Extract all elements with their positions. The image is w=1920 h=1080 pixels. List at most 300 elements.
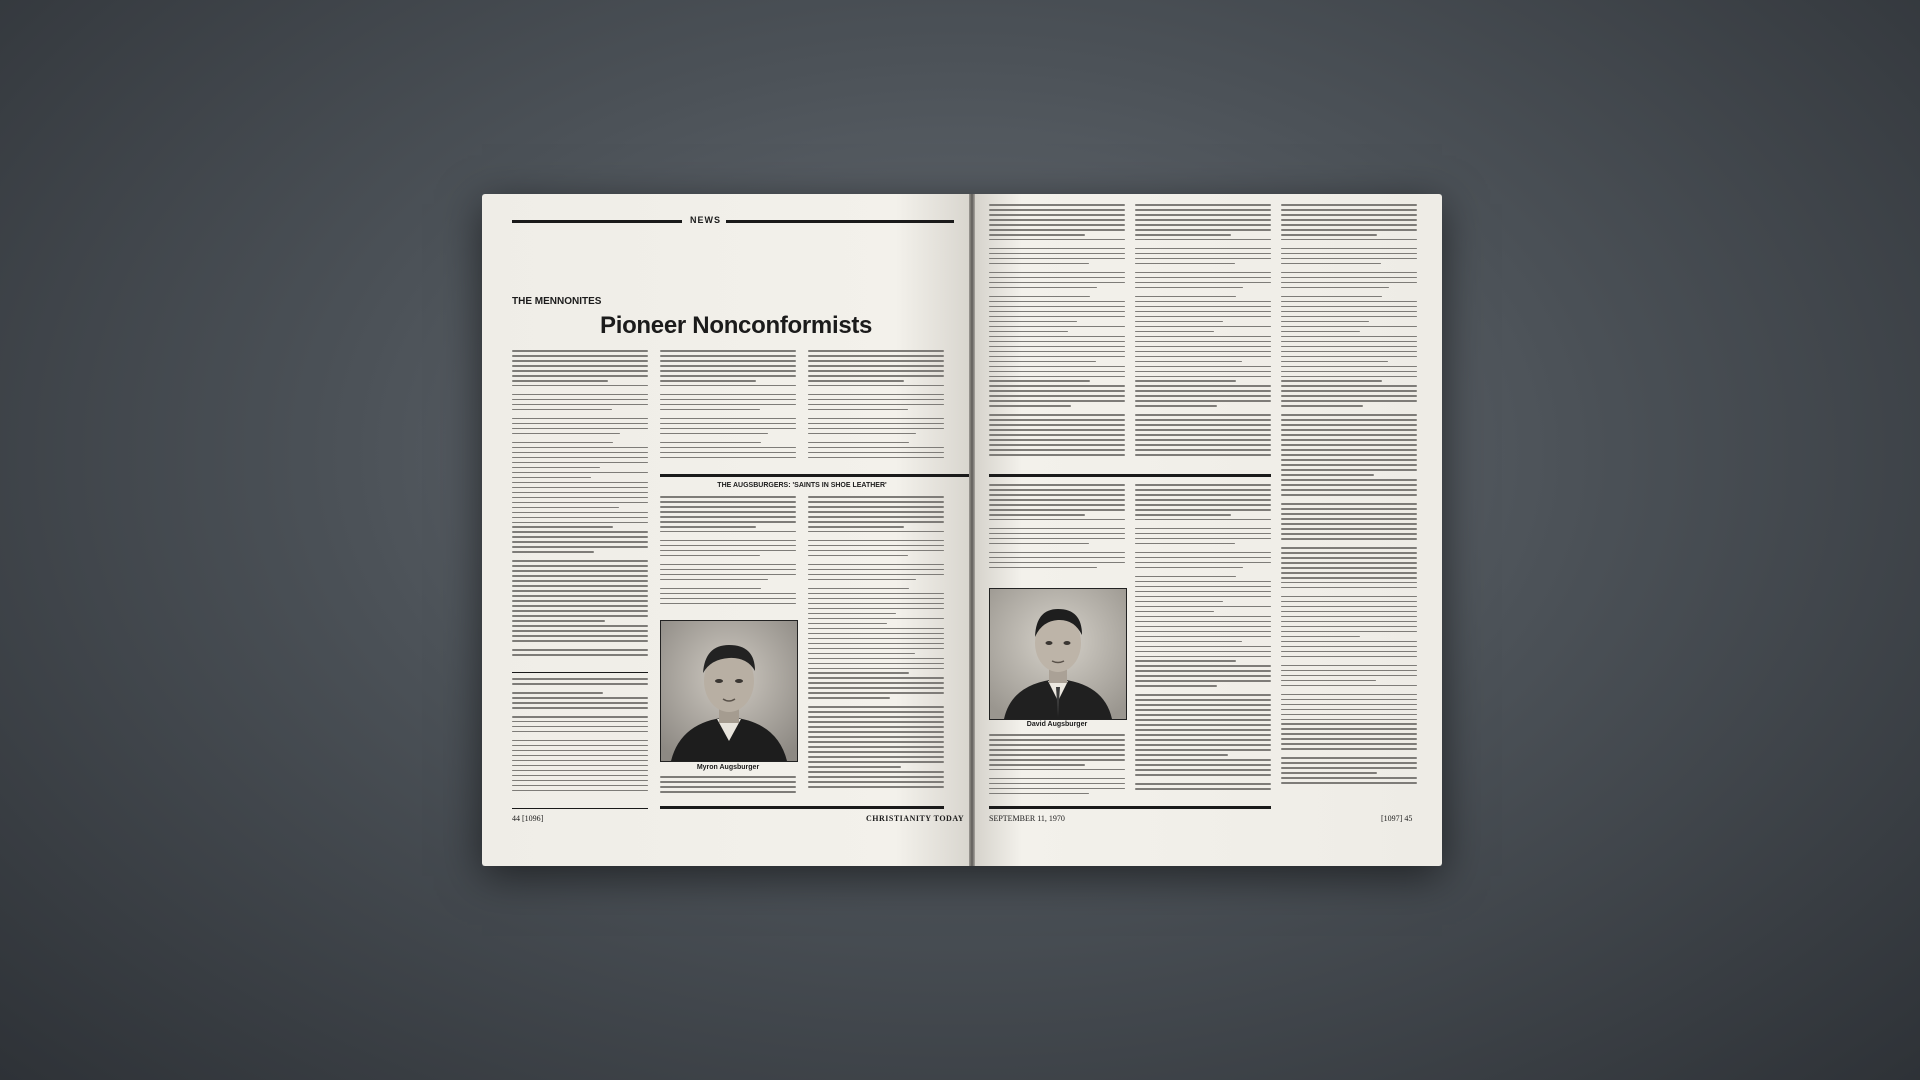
text-line <box>808 697 890 699</box>
david-photo <box>989 588 1127 720</box>
text-line <box>512 551 594 553</box>
text-line <box>808 653 915 655</box>
text-line <box>808 731 944 733</box>
text-line <box>989 557 1125 559</box>
text-line <box>1281 651 1417 653</box>
body-column-2 <box>660 350 796 465</box>
text-line <box>989 239 1125 241</box>
text-line <box>989 424 1125 426</box>
text-line <box>989 390 1125 392</box>
footer-rule-left <box>512 808 648 809</box>
text-line <box>989 499 1125 501</box>
text-line <box>1135 543 1235 545</box>
sidebar-column-1-continued <box>660 776 796 798</box>
text-line <box>512 457 648 459</box>
text-line <box>989 769 1125 771</box>
text-line <box>989 272 1125 274</box>
text-line <box>1281 385 1417 387</box>
text-line <box>808 447 944 449</box>
text-line <box>1135 764 1271 766</box>
text-line <box>512 507 619 509</box>
text-line <box>512 418 648 420</box>
right-folio: [1097] 45 <box>1381 814 1413 823</box>
text-line <box>808 716 944 718</box>
text-line <box>1135 287 1243 289</box>
text-line <box>1281 272 1417 274</box>
text-line <box>512 595 648 597</box>
text-line <box>989 376 1125 378</box>
text-line <box>660 506 796 508</box>
text-line <box>1135 680 1271 682</box>
text-line <box>1281 229 1417 231</box>
text-line <box>1135 528 1271 530</box>
text-line <box>989 258 1125 260</box>
text-line <box>660 360 796 362</box>
text-line <box>808 380 904 382</box>
text-line <box>512 707 648 709</box>
text-line <box>512 477 591 479</box>
text-line <box>1135 361 1242 363</box>
text-line <box>989 346 1125 348</box>
text-line <box>808 521 944 523</box>
text-line <box>1281 494 1417 496</box>
text-line <box>512 600 648 602</box>
text-line <box>1281 376 1417 378</box>
text-line <box>512 775 648 777</box>
text-line <box>808 623 887 625</box>
text-line <box>660 457 796 459</box>
text-line <box>1135 209 1271 211</box>
text-line <box>1281 489 1417 491</box>
text-line <box>808 355 944 357</box>
text-line <box>1281 665 1417 667</box>
text-line <box>1135 519 1271 521</box>
section-rule-right <box>726 220 954 223</box>
text-line <box>808 418 944 420</box>
text-line <box>989 351 1125 353</box>
text-line <box>512 790 648 792</box>
text-line <box>989 341 1125 343</box>
text-line <box>660 375 796 377</box>
text-line <box>660 511 796 513</box>
text-line <box>1281 346 1417 348</box>
text-line <box>989 552 1125 554</box>
left-folio: 44 [1096] <box>512 814 544 823</box>
text-line <box>512 442 613 444</box>
text-line <box>1281 572 1417 574</box>
text-line <box>512 683 648 685</box>
text-line <box>1281 680 1376 682</box>
date-line: SEPTEMBER 11, 1970 <box>989 814 1065 823</box>
text-line <box>1135 734 1271 736</box>
text-line <box>1135 694 1271 696</box>
text-line <box>1281 224 1417 226</box>
text-line <box>808 550 944 552</box>
text-line <box>512 654 648 656</box>
text-line <box>808 423 944 425</box>
text-line <box>512 560 648 562</box>
text-line <box>1281 714 1417 716</box>
text-line <box>808 648 944 650</box>
text-line <box>512 546 648 548</box>
text-line <box>512 640 648 642</box>
text-line <box>989 331 1068 333</box>
text-line <box>989 484 1125 486</box>
text-line <box>512 760 648 762</box>
text-line <box>808 726 944 728</box>
text-line <box>808 370 944 372</box>
text-line <box>1135 675 1271 677</box>
text-line <box>808 452 944 454</box>
text-line <box>512 399 648 401</box>
text-line <box>1281 547 1417 549</box>
text-line <box>1135 611 1214 613</box>
text-line <box>989 214 1125 216</box>
text-line <box>512 404 648 406</box>
text-line <box>989 336 1125 338</box>
text-line <box>989 793 1089 795</box>
text-line <box>512 350 648 352</box>
text-line <box>1135 239 1271 241</box>
text-line <box>1281 757 1417 759</box>
text-line <box>1281 743 1417 745</box>
text-line <box>512 409 612 411</box>
text-line <box>1135 724 1271 726</box>
text-line <box>1281 503 1417 505</box>
text-line <box>808 677 944 679</box>
text-line <box>1281 577 1417 579</box>
text-line <box>808 496 944 498</box>
text-line <box>1281 538 1417 540</box>
text-line <box>989 562 1125 564</box>
portrait-image <box>990 589 1126 719</box>
text-line <box>660 540 796 542</box>
text-line <box>512 745 648 747</box>
text-line <box>1281 704 1417 706</box>
text-line <box>1135 636 1271 638</box>
text-line <box>808 516 944 518</box>
text-line <box>1135 306 1271 308</box>
text-line <box>989 514 1085 516</box>
footnote-column <box>512 678 648 798</box>
text-line <box>1135 454 1271 456</box>
text-line <box>512 365 648 367</box>
text-line <box>512 580 648 582</box>
text-line <box>989 248 1125 250</box>
section-rule-left <box>512 220 682 223</box>
text-line <box>1281 694 1417 696</box>
text-line <box>1281 405 1363 407</box>
text-line <box>808 633 944 635</box>
text-line <box>1281 738 1417 740</box>
text-line <box>512 570 648 572</box>
text-line <box>989 326 1125 328</box>
text-line <box>1281 479 1417 481</box>
text-line <box>1281 709 1417 711</box>
text-line <box>989 759 1125 761</box>
text-line <box>989 489 1125 491</box>
text-line <box>1281 434 1417 436</box>
text-line <box>1135 219 1271 221</box>
text-line <box>1281 366 1417 368</box>
text-line <box>1135 341 1271 343</box>
text-line <box>512 526 613 528</box>
text-line <box>989 296 1090 298</box>
text-line <box>660 569 796 571</box>
text-line <box>808 687 944 689</box>
text-line <box>1135 248 1271 250</box>
text-line <box>1135 586 1271 588</box>
text-line <box>989 224 1125 226</box>
text-line <box>1281 459 1417 461</box>
text-line <box>1135 739 1271 741</box>
david-caption: David Augsburger <box>1026 721 1088 728</box>
text-line <box>989 778 1125 780</box>
text-line <box>660 355 796 357</box>
text-line <box>1135 434 1271 436</box>
sidebar-top-rule-right <box>989 474 1271 477</box>
text-line <box>808 781 944 783</box>
text-line <box>1281 562 1417 564</box>
right-page <box>975 194 1442 866</box>
text-line <box>1281 656 1417 658</box>
text-line <box>660 433 768 435</box>
text-line <box>808 613 896 615</box>
text-line <box>1281 611 1417 613</box>
text-line <box>512 740 648 742</box>
text-line <box>512 585 648 587</box>
text-line <box>1135 596 1271 598</box>
text-line <box>1135 224 1271 226</box>
text-line <box>1281 419 1417 421</box>
text-line <box>989 321 1077 323</box>
text-line <box>808 457 944 459</box>
text-line <box>808 394 944 396</box>
text-line <box>808 579 916 581</box>
text-line <box>808 668 944 670</box>
text-line <box>808 741 944 743</box>
text-line <box>1135 591 1271 593</box>
text-line <box>512 565 648 567</box>
text-line <box>660 442 761 444</box>
text-line <box>1281 621 1417 623</box>
text-line <box>1135 395 1271 397</box>
right-column-1 <box>989 204 1125 464</box>
text-line <box>512 482 648 484</box>
text-line <box>1135 376 1271 378</box>
section-label: NEWS <box>690 215 721 225</box>
text-line <box>1281 351 1417 353</box>
text-line <box>1281 263 1381 265</box>
text-line <box>1281 209 1417 211</box>
text-line <box>808 511 944 513</box>
text-line <box>660 394 796 396</box>
right-column-3 <box>1281 204 1417 802</box>
text-line <box>1281 449 1417 451</box>
text-line <box>1135 576 1236 578</box>
text-line <box>660 447 796 449</box>
text-line <box>660 574 796 576</box>
text-line <box>989 543 1089 545</box>
text-line <box>1135 385 1271 387</box>
text-line <box>660 598 796 600</box>
text-line <box>1281 204 1417 206</box>
body-column-1 <box>512 350 648 668</box>
text-line <box>1135 641 1242 643</box>
text-line <box>1281 380 1382 382</box>
text-line <box>1281 641 1417 643</box>
text-line <box>512 702 648 704</box>
text-line <box>1135 351 1271 353</box>
text-line <box>512 605 648 607</box>
text-line <box>1135 380 1236 382</box>
text-line <box>1281 782 1417 784</box>
text-line <box>989 449 1125 451</box>
text-line <box>1281 646 1417 648</box>
sidebar-column-2 <box>808 496 944 796</box>
text-line <box>512 385 648 387</box>
text-line <box>1281 301 1417 303</box>
text-line <box>660 531 796 533</box>
text-line <box>1135 419 1271 421</box>
text-line <box>660 452 796 454</box>
text-line <box>989 567 1097 569</box>
text-line <box>1135 282 1271 284</box>
text-line <box>512 375 648 377</box>
text-line <box>1135 646 1271 648</box>
text-line <box>512 502 648 504</box>
text-line <box>1281 390 1417 392</box>
text-line <box>808 433 916 435</box>
text-line <box>1135 311 1271 313</box>
text-line <box>660 786 796 788</box>
text-line <box>1281 728 1417 730</box>
text-line <box>808 771 944 773</box>
text-line <box>989 439 1125 441</box>
text-line <box>989 754 1125 756</box>
text-line <box>989 739 1125 741</box>
text-line <box>1135 484 1271 486</box>
text-line <box>1135 229 1271 231</box>
text-line <box>1135 405 1217 407</box>
right-column-2 <box>1135 204 1271 464</box>
text-line <box>1135 754 1228 756</box>
text-line <box>808 638 944 640</box>
text-line <box>989 749 1125 751</box>
text-line <box>989 764 1085 766</box>
text-line <box>512 575 648 577</box>
text-line <box>989 538 1125 540</box>
text-line <box>1281 464 1417 466</box>
text-line <box>1281 484 1417 486</box>
text-line <box>1135 601 1223 603</box>
text-line <box>660 593 796 595</box>
text-line <box>989 356 1125 358</box>
text-line <box>1281 282 1417 284</box>
text-line <box>808 442 909 444</box>
text-line <box>808 385 944 387</box>
text-line <box>1135 538 1271 540</box>
text-line <box>1281 690 1417 694</box>
text-line <box>1281 341 1417 343</box>
text-line <box>1135 253 1271 255</box>
text-line <box>1135 651 1271 653</box>
article-headline: Pioneer Nonconformists <box>600 312 873 339</box>
text-line <box>1281 454 1417 456</box>
text-line <box>808 776 944 778</box>
text-line <box>989 253 1125 255</box>
text-line <box>1281 361 1388 363</box>
text-line <box>512 433 620 435</box>
text-line <box>1135 277 1271 279</box>
text-line <box>1135 263 1235 265</box>
text-line <box>512 770 648 772</box>
text-line <box>989 444 1125 446</box>
text-line <box>660 579 768 581</box>
text-line <box>1135 719 1271 721</box>
text-line <box>808 706 944 708</box>
text-line <box>1135 494 1271 496</box>
text-line <box>1135 788 1271 790</box>
text-line <box>808 603 944 605</box>
magazine-spread <box>482 194 1442 866</box>
text-line <box>1281 444 1417 446</box>
text-line <box>1281 582 1417 584</box>
text-line <box>808 360 944 362</box>
text-line <box>660 380 756 382</box>
text-line <box>660 521 796 523</box>
text-line <box>512 541 648 543</box>
text-line <box>512 380 608 382</box>
text-line <box>1135 326 1271 328</box>
text-line <box>660 409 760 411</box>
text-line <box>989 504 1125 506</box>
text-line <box>512 750 648 752</box>
text-line <box>1281 253 1417 255</box>
text-line <box>989 429 1125 431</box>
text-line <box>660 555 760 557</box>
text-line <box>989 380 1090 382</box>
text-line <box>512 512 648 514</box>
text-line <box>512 765 648 767</box>
text-line <box>512 678 648 680</box>
text-line <box>1135 656 1271 658</box>
text-line <box>989 263 1089 265</box>
text-line <box>1135 709 1271 711</box>
text-line <box>512 610 648 612</box>
text-line <box>512 692 603 694</box>
text-line <box>989 219 1125 221</box>
text-line <box>1135 714 1271 716</box>
text-line <box>512 721 648 723</box>
text-line <box>989 385 1125 387</box>
text-line <box>808 409 908 411</box>
text-line <box>1135 504 1271 506</box>
myron-caption: Myron Augsburger <box>696 764 760 771</box>
text-line <box>1135 204 1271 206</box>
text-line <box>808 375 944 377</box>
text-line <box>1135 414 1271 416</box>
text-line <box>808 663 944 665</box>
sidebar-column-1 <box>660 496 796 614</box>
text-line <box>512 452 648 454</box>
text-line <box>1281 219 1417 221</box>
text-line <box>1135 514 1231 516</box>
text-line <box>1281 321 1369 323</box>
text-line <box>989 744 1125 746</box>
text-line <box>1135 336 1271 338</box>
text-line <box>989 395 1125 397</box>
